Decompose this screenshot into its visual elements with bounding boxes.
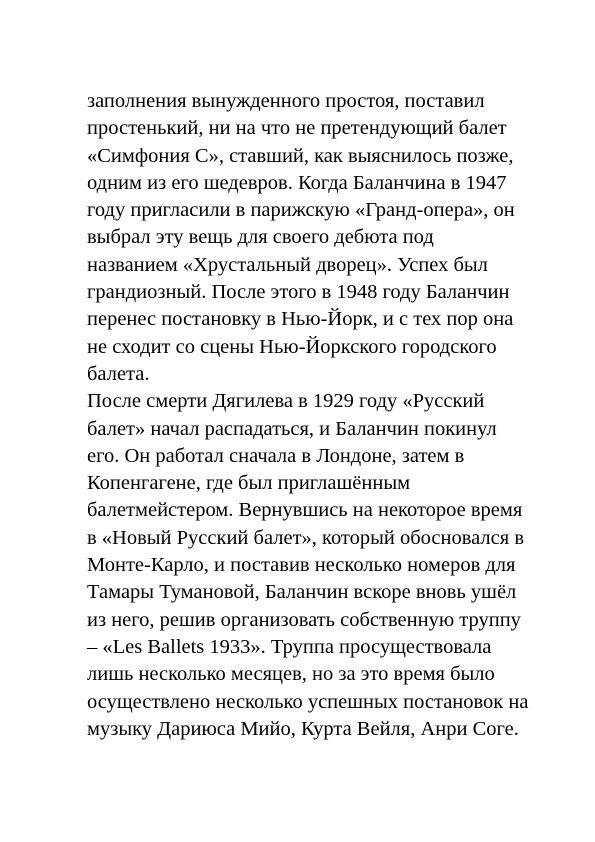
text-line: «Симфония С», ставший, как выяснилось позже, (87, 144, 514, 167)
text-line: грандиозный. После этого в 1948 году Баланчин (87, 281, 510, 304)
text-line: выбрал эту вещь для своего дебюта под (87, 226, 434, 249)
text-line: Тамары Тумановой, Баланчин вскоре вновь ушёл (87, 581, 517, 604)
text-line: осуществлено несколько успешных постановок на (87, 690, 529, 713)
text-line: После смерти Дягилева в 1929 году «Русский (87, 390, 485, 413)
text-line: названием «Хрустальный дворец». Успех был (87, 253, 488, 276)
text-line: перенес постановку в Нью-Йорк, и с тех пор она (87, 308, 514, 331)
text-line: балетмейстером. Вернувшись на некоторое время (87, 499, 523, 522)
text-line: Копенгагене, где был приглашённым (87, 472, 411, 495)
text-line: его. Он работал сначала в Лондоне, затем в (87, 444, 465, 467)
text-line: одним из его шедевров. Когда Баланчина в 1947 (87, 171, 507, 194)
text-line: году пригласили в парижскую «Гранд-опера», он (87, 199, 515, 222)
text-line: не сходит со сцены Нью-Йоркского городского (87, 335, 497, 358)
text-line: балета. (87, 362, 150, 385)
text-line: заполнения вынужденного простоя, поставил (87, 90, 485, 112)
text-line: музыку Дариюса Мийо, Курта Вейля, Анри Соге. (87, 717, 519, 740)
text-line: Монте-Карло, и поставив несколько номеров для (87, 554, 516, 577)
text-line: балет» начал распадаться, и Баланчин покинул (87, 417, 497, 440)
text-line: лишь несколько месяцев, но за это время было (87, 663, 495, 686)
text-line: в «Новый Русский балет», который обосновался в (87, 526, 524, 549)
text-line: – «Les Ballets 1933». Труппа просуществовала (87, 635, 492, 658)
body-text (87, 88, 557, 743)
text-line: простенький, ни на что не претендующий балет (87, 117, 507, 140)
text-line: из него, решив организовать собственную труппу (87, 608, 521, 631)
